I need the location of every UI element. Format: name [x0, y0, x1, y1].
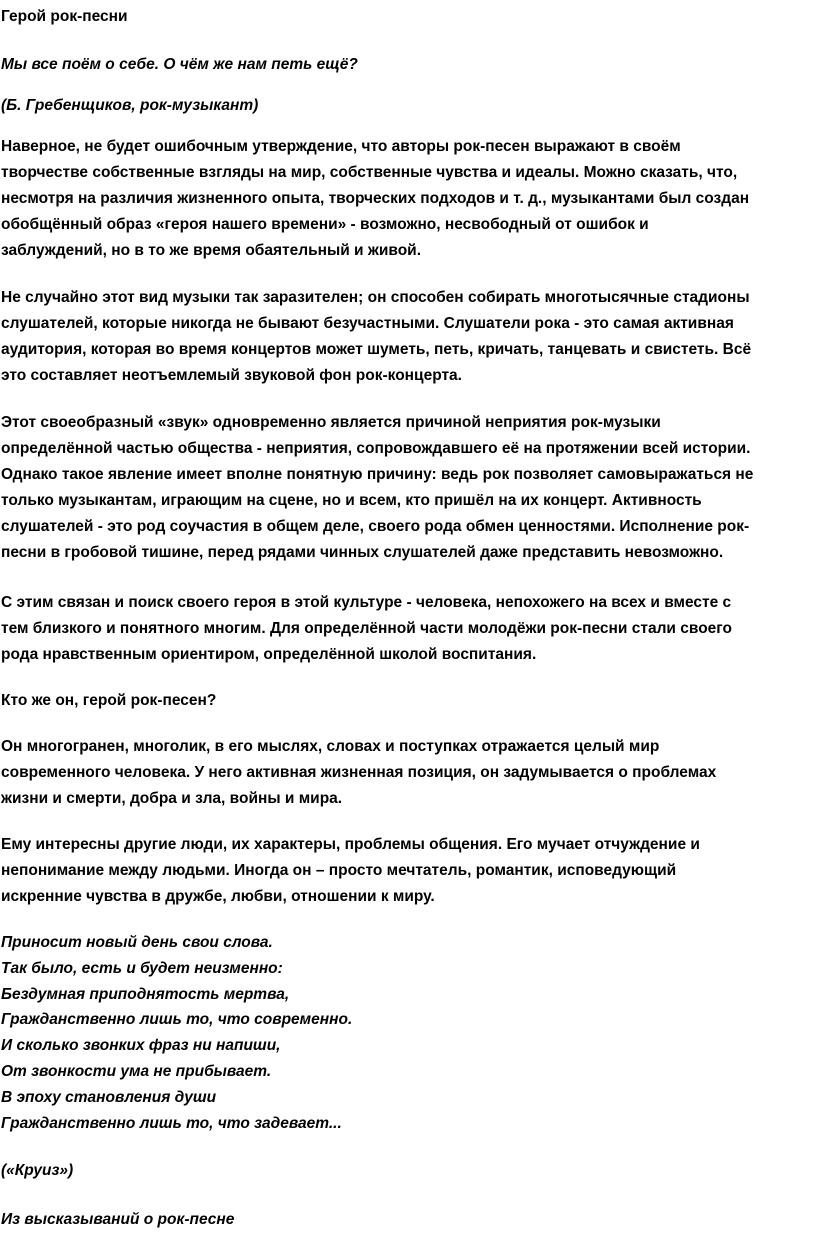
epigraph-author: [1, 93, 816, 119]
paragraph-line: рода нравственным ориентиром, определённой школой воспитания.: [1, 646, 537, 663]
poem-source: [1, 1158, 816, 1184]
paragraph-line: Наверное, не будет ошибочным утверждение, что авторы рок-песен выражают в своём: [1, 138, 681, 155]
paragraph-4: [1, 590, 816, 668]
paragraph-line: Не случайно этот вид музыки так заразителен; он способен собирать многотысячные стадионы: [1, 289, 750, 306]
poem-line: И сколько звонких фраз ни напиши,: [1, 1037, 281, 1055]
paragraph-line: тем близкого и понятного многим. Для определённой части молодёжи рок-песни стали своего: [1, 620, 732, 637]
poem: [1, 930, 816, 1136]
paragraph-3: [1, 410, 816, 566]
paragraph-line: несмотря на различия жизненного опыта, творческих подходов и т. д., музыкантами был создан: [1, 190, 750, 207]
paragraph-line: обобщённый образ «героя нашего времени» - возможно, несвободный от ошибок и: [1, 216, 649, 233]
paragraph-line: заблуждений, но в то же время обаятельный и живой.: [1, 242, 422, 259]
paragraph-1: [1, 134, 816, 264]
paragraph-line: слушателей - это род соучастия в общем деле, своего рода обмен ценностями. Исполнение рок-: [1, 518, 750, 535]
paragraph-line: творчестве собственные взгляды на мир, собственные чувства и идеалы. Можно сказать, что,: [1, 164, 738, 181]
paragraph-line: слушателей, которые никогда не бывают безучастными. Слушатели рока - это самая активная: [1, 315, 734, 332]
paragraph-line: современного человека. У него активная жизненная позиция, он задумывается о проблемах: [1, 764, 717, 781]
paragraph-line: это составляет неотъемлемый звуковой фон рок-концерта.: [1, 367, 462, 384]
poem-line: Гражданственно лишь то, что задевает...: [1, 1114, 342, 1132]
poem-line: От звонкости ума не прибывает.: [1, 1062, 272, 1080]
document-title: [1, 4, 816, 30]
paragraph-line: Этот своеобразный «звук» одновременно является причиной неприятия рок-музыки: [1, 414, 661, 431]
paragraph-line: жизни и смерти, добра и зла, войны и мира.: [1, 790, 343, 807]
paragraph-line: Однако такое явление имеет вполне понятную причину: ведь рок позволяет самовыражаться не: [1, 466, 754, 483]
poem-line: В эпоху становления души: [1, 1088, 217, 1106]
poem-line: Бездумная приподнятость мертва,: [1, 985, 290, 1003]
paragraph-line: аудитория, которая во время концертов может шуметь, петь, кричать, танцевать и свистеть. Всё: [1, 341, 752, 358]
poem-line: Гражданственно лишь то, что современно.: [1, 1011, 353, 1029]
paragraph-line: Ему интересны другие люди, их характеры, проблемы общения. Его мучает отчуждение и: [1, 836, 700, 853]
epigraph-text: Мы все поём о себе. О чём же нам петь ещё?: [1, 56, 358, 73]
paragraph-line: Кто же он, герой рок-песен?: [1, 692, 217, 709]
paragraph-5: [1, 688, 816, 714]
paragraph-2: [1, 285, 816, 389]
poem-line: Так было, есть и будет неизменно:: [1, 959, 283, 977]
paragraph-line: непонимание между людьми. Иногда он – просто мечтатель, романтик, исповедующий: [1, 862, 677, 879]
paragraph-line: искренние чувства в дружбе, любви, отношении к миру.: [1, 888, 435, 905]
epigraph-author-text: (Б. Гребенщиков, рок-музыкант): [1, 97, 259, 114]
paragraph-7: [1, 832, 816, 910]
epigraph: [1, 52, 816, 78]
paragraph-line: песни в гробовой тишине, перед рядами чинных слушателей даже представить невозможно.: [1, 544, 724, 561]
paragraph-6: [1, 734, 816, 812]
section-heading-text: Из высказываний о рок-песне: [1, 1211, 235, 1228]
paragraph-line: только музыкантам, играющим на сцене, но и всем, кто пришёл на их концерт. Активность: [1, 492, 702, 509]
title-text: Герой рок-песни: [1, 8, 128, 25]
section-heading: [1, 1207, 816, 1233]
poem-source-text: («Круиз»): [1, 1162, 74, 1179]
poem-line: Приносит новый день свои слова.: [1, 934, 273, 951]
paragraph-line: Он многогранен, многолик, в его мыслях, словах и поступках отражается целый мир: [1, 738, 660, 755]
paragraph-line: определённой частью общества - неприятия, сопровождавшего её на протяжении всей истории.: [1, 440, 751, 457]
paragraph-line: С этим связан и поиск своего героя в этой культуре - человека, непохожего на всех и вместе с: [1, 594, 732, 611]
